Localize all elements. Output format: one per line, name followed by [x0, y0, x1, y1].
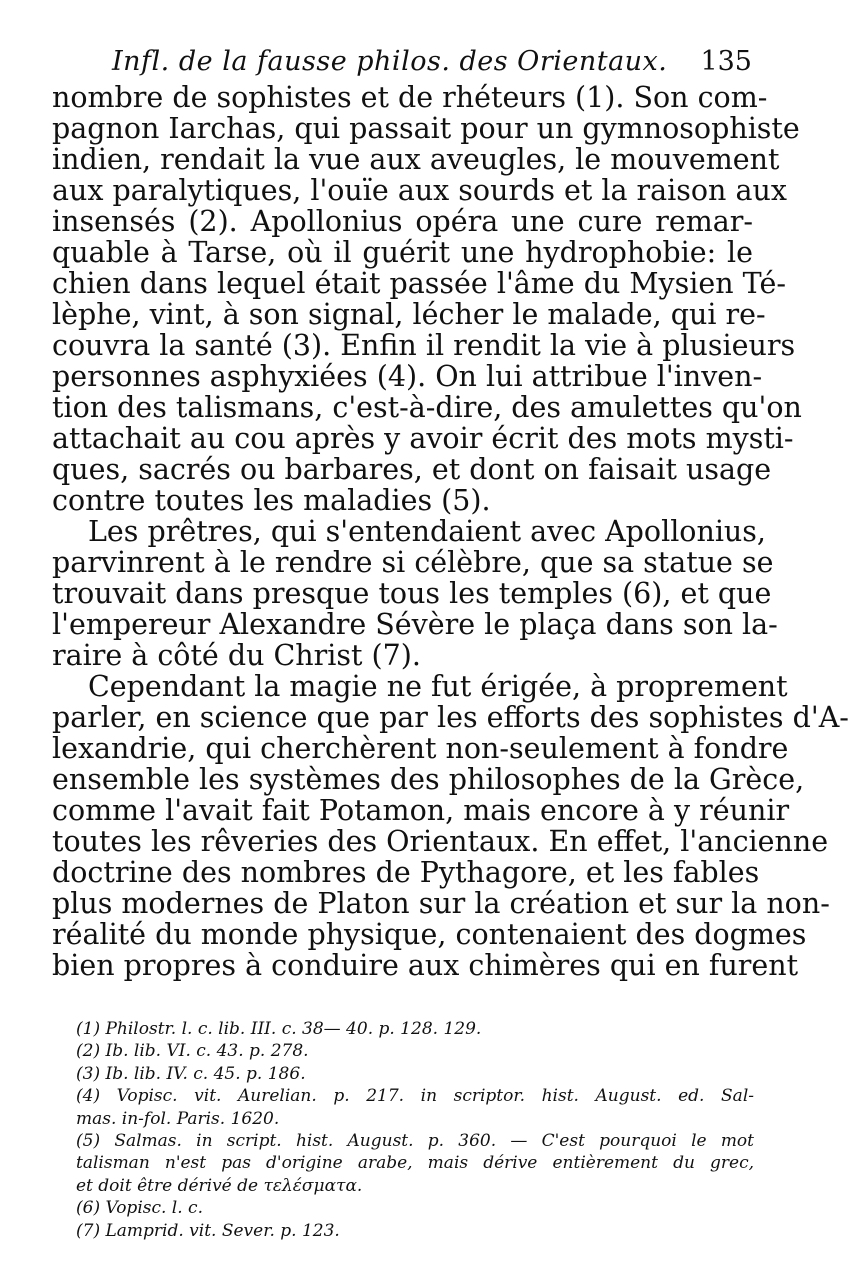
text-line: lexandrie, qui cherchèrent non-seulement à fondre	[52, 732, 789, 765]
text-line: parler, en science que par les efforts des sophistes d'A-	[52, 701, 849, 734]
text-line: l'empereur Alexandre Sévère le plaça dans son la-	[52, 608, 778, 641]
text-line: pagnon Iarchas, qui passait pour un gymnosophiste	[52, 112, 800, 145]
text-line: contre toutes les maladies (5).	[52, 484, 491, 517]
footnote: (4) Vopisc. vit. Aurelian. p. 217. in scriptor. hist. August. ed. Sal-	[76, 1086, 754, 1107]
text-line: Cependant la magie ne fut érigée, à proprement	[88, 670, 788, 703]
text-line: Les prêtres, qui s'entendaient avec Apollonius,	[88, 515, 766, 548]
text-line: parvinrent à le rendre si célèbre, que sa statue se	[52, 546, 774, 579]
text-line: ensemble les systèmes des philosophes de la Grèce,	[52, 763, 805, 796]
text-line: bien propres à conduire aux chimères qui en furent	[52, 949, 799, 982]
text-line: réalité du monde physique, contenaient des dogmes	[52, 918, 807, 951]
text-line: chien dans lequel était passée l'âme du Mysien Té-	[52, 267, 786, 300]
text-line: lèphe, vint, à son signal, lécher le malade, qui re-	[52, 298, 766, 331]
text-line: raire à côté du Christ (7).	[52, 639, 421, 672]
running-head	[112, 40, 752, 84]
footnote: (1) Philostr. l. c. lib. III. c. 38— 40. p. 128. 129.	[76, 1019, 482, 1039]
text-line: comme l'avait fait Potamon, mais encore à y réunir	[52, 794, 790, 827]
text-line: attachait au cou après y avoir écrit des mots mysti-	[52, 422, 794, 455]
text-line: nombre de sophistes et de rhéteurs (1). Son com-	[52, 81, 768, 114]
text-line: toutes les rêveries des Orientaux. En effet, l'ancienne	[52, 825, 829, 858]
text-line: ques, sacrés ou barbares, et dont on faisait usage	[52, 453, 772, 486]
footnote: (7) Lamprid. vit. Sever. p. 123.	[76, 1220, 340, 1241]
footnote-continuation: mas. in-fol. Paris. 1620.	[76, 1108, 280, 1129]
text-line: trouvait dans presque tous les temples (6), et que	[52, 577, 772, 610]
footnote: (2) Ib. lib. VI. c. 43. p. 278.	[76, 1041, 309, 1062]
text-line: quable à Tarse, où il guérit une hydrophobie: le	[52, 236, 753, 269]
text-line: indien, rendait la vue aux aveugles, le mouvement	[52, 143, 780, 176]
footnote: (5) Salmas. in script. hist. August. p. 360. — C'est pourquoi le mot	[76, 1130, 754, 1151]
text-line: couvra la santé (3). Enfin il rendit la vie à plusieurs	[52, 329, 796, 362]
text-line: plus modernes de Platon sur la création et sur la non-	[52, 887, 830, 920]
running-head-title: Infl. de la fausse philos. des Orientaux.	[112, 46, 668, 77]
footnote-continuation: talisman n'est pas d'origine arabe, mais dérive entièrement du grec,	[76, 1153, 754, 1174]
footnote-continuation: et doit être dérivé de τελέσματα.	[76, 1175, 363, 1196]
page-number: 135	[700, 46, 752, 77]
footnote: (6) Vopisc. l. c.	[76, 1198, 203, 1219]
text-line: doctrine des nombres de Pythagore, et les fables	[52, 856, 760, 889]
body-text	[52, 81, 849, 982]
text-line: insensés (2). Apollonius opéra une cure remar-	[52, 205, 753, 238]
text-line: tion des talismans, c'est-à-dire, des amulettes qu'on	[52, 391, 802, 424]
footnote: (3) Ib. lib. IV. c. 45. p. 186.	[76, 1063, 306, 1084]
text-line: aux paralytiques, l'ouïe aux sourds et la raison aux	[52, 174, 787, 207]
text-line: personnes asphyxiées (4). On lui attribue l'inven-	[52, 360, 763, 393]
footnotes	[76, 1018, 754, 1242]
